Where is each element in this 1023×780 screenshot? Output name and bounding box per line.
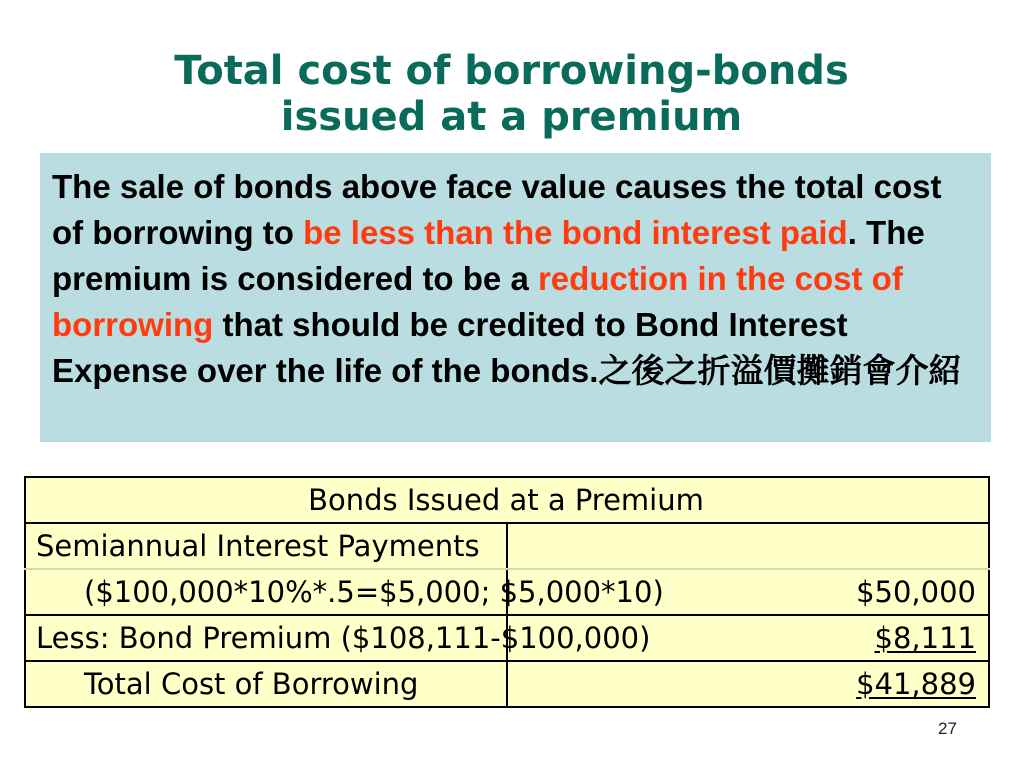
row-amount-total-cost-cell (507, 661, 989, 707)
slide-title (0, 48, 1023, 140)
slide-title-line-2: issued at a premium (280, 94, 743, 140)
paragraph-text-2: . The premium is considered to be a (52, 214, 925, 297)
table-row (25, 661, 989, 707)
row-label-bond-premium: Less: Bond Premium ($108,111-$100,000) (25, 615, 507, 661)
slide-title-line-1: Total cost of borrowing-bonds (174, 48, 849, 94)
row-label-semiannual-interest: Semiannual Interest Payments (25, 523, 507, 569)
explanation-text-box (40, 153, 991, 442)
highlight-less-than-interest: be less than the bond interest paid (303, 214, 848, 251)
row-amount-total-cost: $41,889 (856, 667, 976, 701)
table-row (25, 569, 989, 615)
bond-premium-table (24, 476, 990, 708)
paragraph-text-1: The sale of bonds above face value causes the total cost of borrowing to (52, 168, 942, 251)
row-label-interest-calculation: ($100,000*10%*.5=$5,000; $5,000*10) (25, 569, 507, 615)
table-row (25, 523, 989, 569)
row-amount-interest-calculation: $50,000 (507, 569, 989, 615)
row-label-total-cost: Total Cost of Borrowing (25, 661, 507, 707)
page-number: 27 (938, 719, 957, 738)
row-amount-semiannual-interest (507, 523, 989, 569)
paragraph-text-3: that should be credited to Bond Interest Expense over the life of the bonds. (52, 306, 848, 389)
chinese-note: 之後之折溢價攤銷會介紹 (598, 352, 962, 389)
highlight-reduction-in-cost: reduction in the cost of borrowing (52, 260, 903, 343)
row-amount-bond-premium: $8,111 (874, 621, 976, 655)
table-header: Bonds Issued at a Premium (25, 477, 989, 523)
table-header-row (25, 477, 989, 523)
table-row (25, 615, 989, 661)
